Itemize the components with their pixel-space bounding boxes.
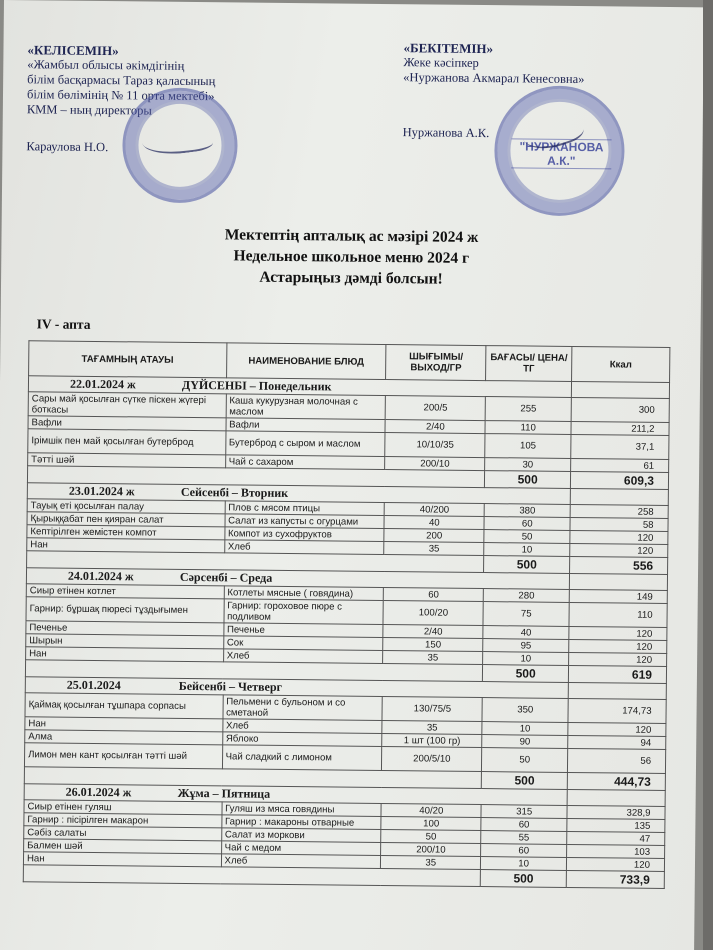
dish-name-kz: Сәбіз салаты — [24, 826, 222, 841]
dish-kcal: 103 — [567, 844, 665, 858]
approval-right-line: «Нуржанова Акмарал Кенесовна» — [403, 70, 585, 87]
dish-output: 40 — [384, 516, 484, 530]
dish-name-ru: Хлеб — [222, 719, 382, 734]
dish-name-ru: Каша кукурузная молочная с маслом — [226, 394, 386, 420]
title-wish: Астарыңыз дәмді болсын! — [259, 268, 443, 288]
dish-kcal: 120 — [569, 626, 667, 640]
header-kcal: Ккал — [572, 346, 670, 382]
dish-kcal: 120 — [569, 639, 667, 653]
total-kcal: 444,73 — [567, 772, 665, 790]
dish-output: 200 — [384, 529, 484, 543]
menu-table-body — [23, 376, 669, 889]
approval-right-line: Жеке кәсіпкер — [403, 55, 479, 70]
approval-left-line: білім басқармасы Тараз қаласының — [27, 72, 216, 89]
dish-kcal: 258 — [570, 504, 668, 518]
total-kcal: 556 — [570, 556, 668, 574]
dish-name-kz: Вафли — [28, 416, 226, 431]
day-header-empty — [569, 573, 667, 590]
dish-output: 50 — [381, 829, 481, 843]
dish-kcal: 120 — [570, 530, 668, 544]
dish-output: 150 — [383, 638, 483, 652]
dish-output: 40/200 — [384, 503, 484, 517]
total-price: 500 — [485, 471, 571, 489]
dish-price: 90 — [482, 735, 568, 749]
background-wall — [703, 0, 713, 950]
dish-price: 10 — [484, 543, 570, 557]
dish-output: 200/5/10 — [382, 746, 482, 771]
dish-output: 40/20 — [381, 803, 481, 817]
dish-output: 100 — [381, 816, 481, 830]
entrepreneur-seal-icon — [494, 85, 625, 216]
dish-price: 280 — [483, 589, 569, 603]
approval-left-line: КММ – ның директоры — [26, 102, 152, 118]
dish-name-kz: Шырын — [26, 634, 224, 649]
dish-name-ru: Котлеты мясные ( говядина) — [224, 586, 384, 601]
dish-name-ru: Хлеб — [221, 854, 381, 869]
dish-price: 55 — [481, 831, 567, 845]
dish-name-kz: Тәтті шәй — [28, 453, 226, 468]
title-ru: Недельное школьное меню 2024 г — [233, 247, 470, 267]
approval-right-signer: Нуржанова А.К. — [402, 125, 490, 141]
dish-name-kz: Сиыр етінен котлет — [26, 584, 224, 599]
dish-name-ru: Пельмени с бульоном и со сметаной — [223, 695, 383, 721]
approval-left-signer: Караулова Н.О. — [26, 139, 109, 155]
header-output: ШЫҒЫМЫ/ ВЫХОД/ГР — [386, 345, 486, 381]
dish-price: 105 — [485, 434, 571, 459]
dish-name-kz: Кептірілген жемістен компот — [27, 525, 225, 540]
day-date: 23.01.2024 ж — [68, 483, 135, 499]
dish-output: 200/10 — [385, 457, 485, 471]
dish-name-kz: Тауық еті қосылған палау — [27, 499, 225, 514]
dish-name-ru: Гарнир : макароны отварные — [221, 815, 381, 830]
title-kz: Мектептің апталық ас мәзірі 2024 ж — [224, 226, 479, 246]
dish-name-kz: Қаймақ қосылған тұшпара сорпасы — [25, 693, 223, 719]
day-date: 25.01.2024 — [66, 677, 121, 693]
dish-name-kz: Қырыққабат пен қияран салат — [27, 512, 225, 527]
dish-kcal: 120 — [569, 652, 667, 666]
dish-name-ru: Гуляш из мяса говядины — [222, 802, 382, 817]
dish-price: 30 — [485, 458, 571, 472]
dish-name-ru: Чай с медом — [221, 841, 381, 856]
dish-name-ru: Вафли — [226, 418, 386, 433]
day-header-empty — [570, 488, 668, 505]
dish-price: 75 — [483, 602, 569, 627]
dish-name-kz: Сары май қосылған сүтке піскен жүгері боткасы — [28, 392, 226, 418]
dish-kcal: 120 — [567, 857, 665, 871]
dish-output: 1 шт (100 гр) — [382, 734, 482, 748]
day-name: Жұма – Пятница — [177, 785, 271, 801]
day-date: 24.01.2024 ж — [67, 568, 134, 584]
dish-output: 100/20 — [383, 601, 483, 626]
total-empty — [23, 865, 480, 887]
dish-name-ru: Сок — [223, 636, 383, 651]
dish-output: 35 — [381, 855, 481, 869]
dish-price: 110 — [485, 421, 571, 435]
total-kcal: 619 — [569, 665, 667, 683]
dish-kcal: 47 — [567, 831, 665, 845]
dish-name-kz: Печенье — [26, 621, 224, 636]
day-header-empty — [571, 381, 669, 398]
total-price: 500 — [480, 870, 566, 888]
dish-name-kz: Нан — [26, 647, 224, 662]
dish-name-ru: Гарнир: гороховое пюре с подливом — [224, 599, 384, 625]
dish-price: 40 — [483, 626, 569, 640]
dish-kcal: 37,1 — [571, 434, 669, 459]
dish-output: 200/10 — [381, 842, 481, 856]
dish-name-ru: Чай с сахаром — [225, 455, 385, 470]
day-header-empty — [568, 682, 666, 699]
header-price: БАҒАСЫ/ ЦЕНА/ТГ — [486, 346, 572, 382]
dish-name-kz: Алма — [25, 730, 223, 745]
dish-kcal: 211,2 — [571, 421, 669, 435]
day-date: 22.01.2024 ж — [69, 376, 136, 392]
dish-name-kz: Нан — [27, 538, 225, 553]
day-name: ДҮЙСЕНБІ – Понедельник — [181, 377, 332, 394]
dish-kcal: 300 — [571, 397, 669, 422]
dish-price: 350 — [482, 698, 568, 723]
dish-name-ru: Салат из моркови — [221, 828, 381, 843]
menu-titles — [1, 222, 702, 292]
day-name: Бейсенбі – Четверг — [178, 678, 283, 694]
dish-name-kz: Нан — [25, 717, 223, 732]
day-name: Сәрсенбі – Среда — [179, 569, 273, 585]
dish-price: 60 — [481, 844, 567, 858]
header-name-kz: ТАҒАМНЫҢ АТАУЫ — [29, 341, 227, 378]
approval-left-line: білім бөлімінің № 11 орта мектебі» — [26, 87, 215, 104]
dish-output: 130/75/5 — [382, 697, 482, 722]
approval-left-line: «Жамбыл облысы әкімдігінің — [27, 57, 185, 73]
day-header-empty — [567, 789, 665, 806]
dish-price: 95 — [483, 639, 569, 653]
dish-price: 10 — [482, 722, 568, 736]
day-date: 26.01.2024 ж — [65, 784, 132, 800]
dish-name-ru: Салат из капусты с огурцами — [225, 514, 385, 529]
dish-name-ru: Яблоко — [222, 732, 382, 747]
dish-price: 315 — [481, 805, 567, 819]
dish-kcal: 120 — [568, 722, 666, 736]
dish-output: 2/40 — [383, 625, 483, 639]
dish-kcal: 174,73 — [568, 698, 666, 723]
dish-name-kz: Гарнир: бұршақ пюресі тұздығымен — [26, 597, 224, 623]
total-kcal: 609,3 — [571, 471, 669, 489]
dish-name-kz: Лимон мен кант қосылған тәтті шәй — [24, 743, 222, 769]
dish-name-kz: Балмен шәй — [24, 839, 222, 854]
dish-price: 380 — [484, 504, 570, 518]
total-kcal: 733,9 — [566, 870, 664, 888]
seal-name: "НУРЖАНОВА А.К." — [511, 138, 611, 169]
dish-kcal: 110 — [569, 602, 667, 627]
dish-output: 60 — [384, 588, 484, 602]
week-label: IV - апта — [36, 316, 91, 332]
dish-name-ru: Хлеб — [224, 540, 384, 555]
dish-price: 10 — [481, 857, 567, 871]
dish-price: 255 — [485, 397, 571, 422]
dish-output: 35 — [382, 721, 482, 735]
dish-kcal: 120 — [570, 543, 668, 557]
dish-output: 10/10/35 — [385, 433, 485, 458]
dish-name-ru: Чай сладкий с лимоном — [222, 745, 382, 771]
dish-name-ru: Бутерброд с сыром и маслом — [225, 431, 385, 457]
dish-output: 35 — [383, 651, 483, 665]
dish-price: 50 — [482, 748, 568, 773]
header-name-ru: НАИМЕНОВАНИЕ БЛЮД — [226, 343, 386, 380]
dish-kcal: 328,9 — [567, 805, 665, 819]
dish-name-kz: Сиыр етінен гуляш — [24, 800, 222, 815]
dish-name-ru: Печенье — [223, 623, 383, 638]
day-name: Сейсенбі – Вторник — [180, 484, 289, 501]
total-price: 500 — [483, 665, 569, 683]
approval-left-title: «КЕЛІСЕМІН» — [27, 42, 119, 59]
dish-kcal: 56 — [568, 748, 666, 773]
dish-kcal: 94 — [568, 735, 666, 749]
dish-price: 10 — [483, 652, 569, 666]
approval-right-title: «БЕКІТЕМІН» — [403, 40, 494, 57]
dish-price: 60 — [484, 517, 570, 531]
dish-price: 60 — [481, 818, 567, 832]
dish-name-ru: Компот из сухофруктов — [224, 527, 384, 542]
total-price: 500 — [482, 772, 568, 790]
dish-kcal: 58 — [570, 517, 668, 531]
dish-output: 2/40 — [385, 420, 485, 434]
dish-kcal: 135 — [567, 818, 665, 832]
dish-kcal: 149 — [569, 589, 667, 603]
dish-name-kz: Нан — [23, 852, 221, 867]
total-price: 500 — [484, 556, 570, 574]
dish-kcal: 61 — [571, 458, 669, 472]
dish-price: 50 — [484, 530, 570, 544]
menu-table — [23, 340, 671, 889]
dish-output: 35 — [384, 542, 484, 556]
dish-name-kz: Ірімшік пен май қосылған бутерброд — [28, 429, 226, 455]
dish-name-kz: Гарнир : пісірілген макарон — [24, 813, 222, 828]
dish-output: 200/5 — [385, 396, 485, 421]
dish-name-ru: Плов с мясом птицы — [225, 501, 385, 516]
dish-name-ru: Хлеб — [223, 649, 383, 664]
